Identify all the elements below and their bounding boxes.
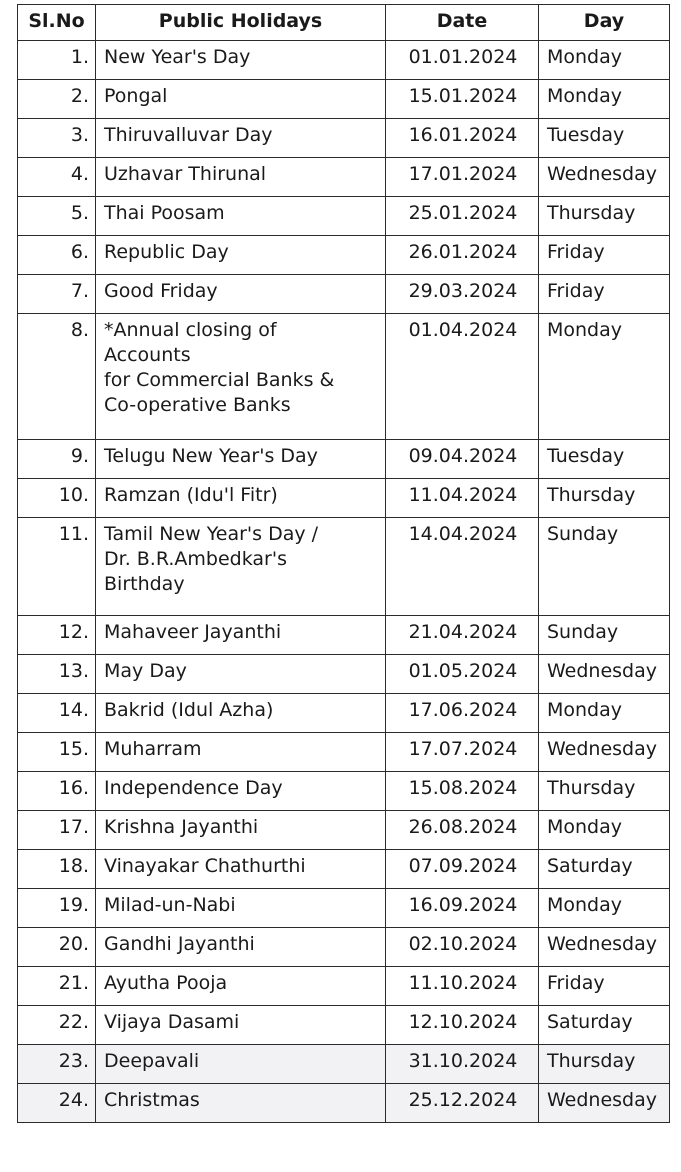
table-row [18, 733, 670, 772]
table-row [18, 655, 670, 694]
holiday-date: 26.01.2024 [386, 236, 539, 275]
header-row [18, 5, 670, 41]
header-day: Day [539, 5, 670, 41]
holiday-name-line: Vinayakar Chathurthi [104, 855, 306, 877]
holiday-name [96, 275, 386, 314]
table-row [18, 850, 670, 889]
serial-number: 7. [18, 275, 96, 314]
holiday-name-line: Tamil New Year's Day / [104, 523, 319, 545]
holiday-date: 26.08.2024 [386, 811, 539, 850]
holiday-day: Sunday [539, 518, 670, 616]
header-sl-no: Sl.No [18, 5, 96, 41]
holiday-date: 25.12.2024 [386, 1084, 539, 1123]
holiday-date: 31.10.2024 [386, 1045, 539, 1084]
table-row [18, 236, 670, 275]
table-row [18, 41, 670, 80]
holiday-day: Friday [539, 967, 670, 1006]
holiday-day: Wednesday [539, 655, 670, 694]
holiday-name [96, 1045, 386, 1084]
table-row [18, 811, 670, 850]
holiday-name-line: Birthday [104, 573, 185, 596]
table-row [18, 772, 670, 811]
holiday-name-line: Krishna Jayanthi [104, 816, 259, 838]
table-row [18, 889, 670, 928]
serial-number: 8. [18, 314, 96, 440]
holiday-day: Monday [539, 889, 670, 928]
holiday-name-line: Pongal [104, 85, 168, 107]
holiday-name [96, 772, 386, 811]
holiday-name-line: Good Friday [104, 280, 218, 302]
serial-number: 18. [18, 850, 96, 889]
holiday-name-line: Ramzan (Idu'l Fitr) [104, 484, 278, 506]
holiday-day: Monday [539, 41, 670, 80]
holiday-name-line: Accounts [104, 344, 191, 367]
holiday-name [96, 655, 386, 694]
holiday-day: Wednesday [539, 158, 670, 197]
holiday-date: 14.04.2024 [386, 518, 539, 616]
holiday-date: 21.04.2024 [386, 616, 539, 655]
table-row [18, 967, 670, 1006]
holiday-day: Monday [539, 694, 670, 733]
holiday-day: Thursday [539, 197, 670, 236]
holiday-date: 17.06.2024 [386, 694, 539, 733]
holiday-name [96, 314, 386, 440]
holiday-name [96, 41, 386, 80]
serial-number: 4. [18, 158, 96, 197]
holiday-name-line: Ayutha Pooja [104, 972, 228, 994]
holiday-name-line: for Commercial Banks & [104, 369, 335, 392]
holiday-date: 29.03.2024 [386, 275, 539, 314]
holiday-name-line: *Annual closing of [104, 319, 277, 341]
holiday-day: Thursday [539, 479, 670, 518]
header-holiday: Public Holidays [96, 5, 386, 41]
table-row [18, 119, 670, 158]
table-row [18, 80, 670, 119]
serial-number: 2. [18, 80, 96, 119]
serial-number: 15. [18, 733, 96, 772]
serial-number: 17. [18, 811, 96, 850]
holiday-day: Sunday [539, 616, 670, 655]
table-row [18, 275, 670, 314]
serial-number: 21. [18, 967, 96, 1006]
holiday-date: 01.01.2024 [386, 41, 539, 80]
holiday-name-line: Independence Day [104, 777, 283, 799]
serial-number: 13. [18, 655, 96, 694]
holiday-date: 01.05.2024 [386, 655, 539, 694]
holiday-name [96, 197, 386, 236]
holiday-date: 16.09.2024 [386, 889, 539, 928]
holiday-date: 01.04.2024 [386, 314, 539, 440]
holiday-date: 17.07.2024 [386, 733, 539, 772]
holiday-name-line: Deepavali [104, 1050, 200, 1072]
holiday-document [17, 4, 669, 1123]
holiday-name-line: Mahaveer Jayanthi [104, 621, 282, 643]
holiday-day: Thursday [539, 772, 670, 811]
holiday-name [96, 811, 386, 850]
holiday-name [96, 1084, 386, 1123]
holiday-name-line: Bakrid (Idul Azha) [104, 699, 274, 721]
holiday-name [96, 1006, 386, 1045]
holiday-day: Wednesday [539, 1084, 670, 1123]
serial-number: 22. [18, 1006, 96, 1045]
table-row [18, 616, 670, 655]
holiday-date: 07.09.2024 [386, 850, 539, 889]
holiday-name-line: Vijaya Dasami [104, 1011, 240, 1033]
holiday-day: Friday [539, 275, 670, 314]
table-row [18, 314, 670, 440]
serial-number: 5. [18, 197, 96, 236]
holiday-date: 02.10.2024 [386, 928, 539, 967]
table-row [18, 518, 670, 616]
serial-number: 20. [18, 928, 96, 967]
serial-number: 9. [18, 440, 96, 479]
table-row [18, 440, 670, 479]
holiday-name-line: Republic Day [104, 241, 229, 263]
holiday-name [96, 967, 386, 1006]
holiday-name-line: Uzhavar Thirunal [104, 163, 267, 185]
holiday-name [96, 850, 386, 889]
serial-number: 11. [18, 518, 96, 616]
serial-number: 14. [18, 694, 96, 733]
table-row [18, 158, 670, 197]
holiday-day: Tuesday [539, 440, 670, 479]
holiday-name [96, 694, 386, 733]
serial-number: 23. [18, 1045, 96, 1084]
holiday-date: 15.01.2024 [386, 80, 539, 119]
holiday-date: 09.04.2024 [386, 440, 539, 479]
holiday-name-line: Milad-un-Nabi [104, 894, 236, 916]
holiday-name [96, 440, 386, 479]
serial-number: 10. [18, 479, 96, 518]
holiday-day: Saturday [539, 850, 670, 889]
holiday-name [96, 518, 386, 616]
holiday-day: Monday [539, 811, 670, 850]
holiday-name-line: Gandhi Jayanthi [104, 933, 255, 955]
holiday-date: 12.10.2024 [386, 1006, 539, 1045]
holiday-name [96, 889, 386, 928]
table-row [18, 1006, 670, 1045]
holiday-name-line: Thiruvalluvar Day [104, 124, 273, 146]
header-date: Date [386, 5, 539, 41]
holiday-name-line: Christmas [104, 1089, 200, 1111]
holiday-rows [18, 41, 670, 1123]
table-row [18, 1084, 670, 1123]
serial-number: 1. [18, 41, 96, 80]
holiday-name [96, 733, 386, 772]
holiday-date: 11.10.2024 [386, 967, 539, 1006]
holiday-day: Monday [539, 80, 670, 119]
holiday-day: Thursday [539, 1045, 670, 1084]
holiday-day: Friday [539, 236, 670, 275]
table-row [18, 928, 670, 967]
table-row [18, 479, 670, 518]
table-row [18, 694, 670, 733]
holiday-table [17, 4, 670, 1123]
holiday-date: 15.08.2024 [386, 772, 539, 811]
holiday-name-line: Thai Poosam [104, 202, 225, 224]
holiday-name [96, 928, 386, 967]
holiday-day: Tuesday [539, 119, 670, 158]
table-row [18, 1045, 670, 1084]
holiday-name [96, 80, 386, 119]
holiday-name-line: May Day [104, 660, 187, 682]
holiday-name-line: Dr. B.R.Ambedkar's [104, 548, 287, 571]
holiday-name [96, 479, 386, 518]
holiday-name [96, 616, 386, 655]
table-row [18, 197, 670, 236]
holiday-date: 16.01.2024 [386, 119, 539, 158]
holiday-day: Monday [539, 314, 670, 440]
serial-number: 16. [18, 772, 96, 811]
holiday-day: Wednesday [539, 733, 670, 772]
holiday-name-line: Telugu New Year's Day [104, 445, 318, 467]
holiday-day: Saturday [539, 1006, 670, 1045]
holiday-date: 25.01.2024 [386, 197, 539, 236]
holiday-day: Wednesday [539, 928, 670, 967]
holiday-name-line: Muharram [104, 738, 202, 760]
serial-number: 19. [18, 889, 96, 928]
holiday-name [96, 236, 386, 275]
holiday-name-line: Co-operative Banks [104, 394, 291, 417]
serial-number: 6. [18, 236, 96, 275]
serial-number: 12. [18, 616, 96, 655]
holiday-name-line: New Year's Day [104, 46, 251, 68]
serial-number: 3. [18, 119, 96, 158]
holiday-date: 17.01.2024 [386, 158, 539, 197]
serial-number: 24. [18, 1084, 96, 1123]
holiday-date: 11.04.2024 [386, 479, 539, 518]
holiday-name [96, 119, 386, 158]
holiday-name [96, 158, 386, 197]
